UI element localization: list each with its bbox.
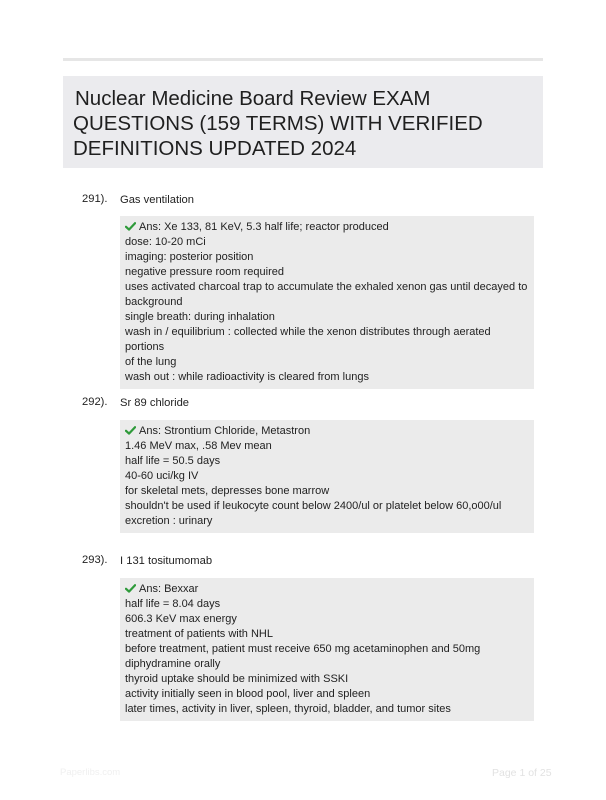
answer-box: [120, 578, 534, 721]
question-number: 291).: [82, 193, 108, 205]
answer-box: [120, 216, 534, 389]
question-term: Sr 89 chloride: [120, 397, 190, 409]
top-divider: [63, 58, 543, 61]
page-number: Page 1 of 25: [492, 767, 552, 779]
answer-line: imaging: posterior position: [125, 251, 254, 263]
answer-line: activity initially seen in blood pool, liver and spleen: [125, 688, 371, 700]
document-title: [63, 76, 543, 168]
answer-line: background: [125, 296, 183, 308]
answer-line: half life = 8.04 days: [125, 598, 221, 610]
title-line: DEFINITIONS UPDATED 2024: [73, 137, 357, 160]
answer-line: [125, 424, 529, 439]
answer-line: 1.46 MeV max, .58 Mev mean: [125, 440, 272, 452]
question-term: I 131 tositumomab: [120, 555, 213, 567]
answer-line: [125, 582, 529, 597]
answer-line: treatment of patients with NHL: [125, 628, 273, 640]
footer-watermark: Paperlibs.com: [60, 767, 121, 778]
answer-line: shouldn't be used if leukocyte count below 2400/ul or platelet below 60,o00/ul: [125, 500, 502, 512]
answer-line: negative pressure room required: [125, 266, 284, 278]
answer-line: single breath: during inhalation: [125, 311, 275, 323]
answer-text: Ans: Strontium Chloride, Metastron: [139, 425, 311, 437]
answer-line: before treatment, patient must receive 650 mg acetaminophen and 50mg: [125, 643, 481, 655]
check-icon: [125, 222, 136, 231]
question-number: 292).: [82, 396, 108, 408]
answer-line: for skeletal mets, depresses bone marrow: [125, 485, 330, 497]
answer-line: later times, activity in liver, spleen, thyroid, bladder, and tumor sites: [125, 703, 451, 715]
title-line: QUESTIONS (159 TERMS) WITH VERIFIED: [73, 112, 483, 135]
title-line: Nuclear Medicine Board Review EXAM: [75, 87, 431, 110]
answer-line: half life = 50.5 days: [125, 455, 221, 467]
answer-text: Ans: Bexxar: [139, 583, 199, 595]
answer-line: of the lung: [125, 356, 177, 368]
answer-text: Ans: Xe 133, 81 KeV, 5.3 half life; reactor produced: [139, 221, 389, 233]
answer-line: wash in / equilibrium : collected while the xenon distributes through aerated portions: [125, 326, 491, 353]
answer-line: 40-60 uci/kg IV: [125, 470, 199, 482]
question-number: 293).: [82, 554, 108, 566]
check-icon: [125, 584, 136, 593]
answer-line: wash out : while radioactivity is cleared from lungs: [125, 371, 369, 383]
answer-line: uses activated charcoal trap to accumulate the exhaled xenon gas until decayed to: [125, 281, 528, 293]
question-term: Gas ventilation: [120, 194, 195, 206]
answer-line: 606.3 KeV max energy: [125, 613, 237, 625]
answer-line: [125, 220, 529, 235]
answer-box: [120, 420, 534, 533]
answer-line: dose: 10-20 mCi: [125, 236, 206, 248]
check-icon: [125, 426, 136, 435]
answer-line: diphydramine orally: [125, 658, 221, 670]
answer-line: excretion : urinary: [125, 515, 213, 527]
answer-line: thyroid uptake should be minimized with SSKI: [125, 673, 349, 685]
